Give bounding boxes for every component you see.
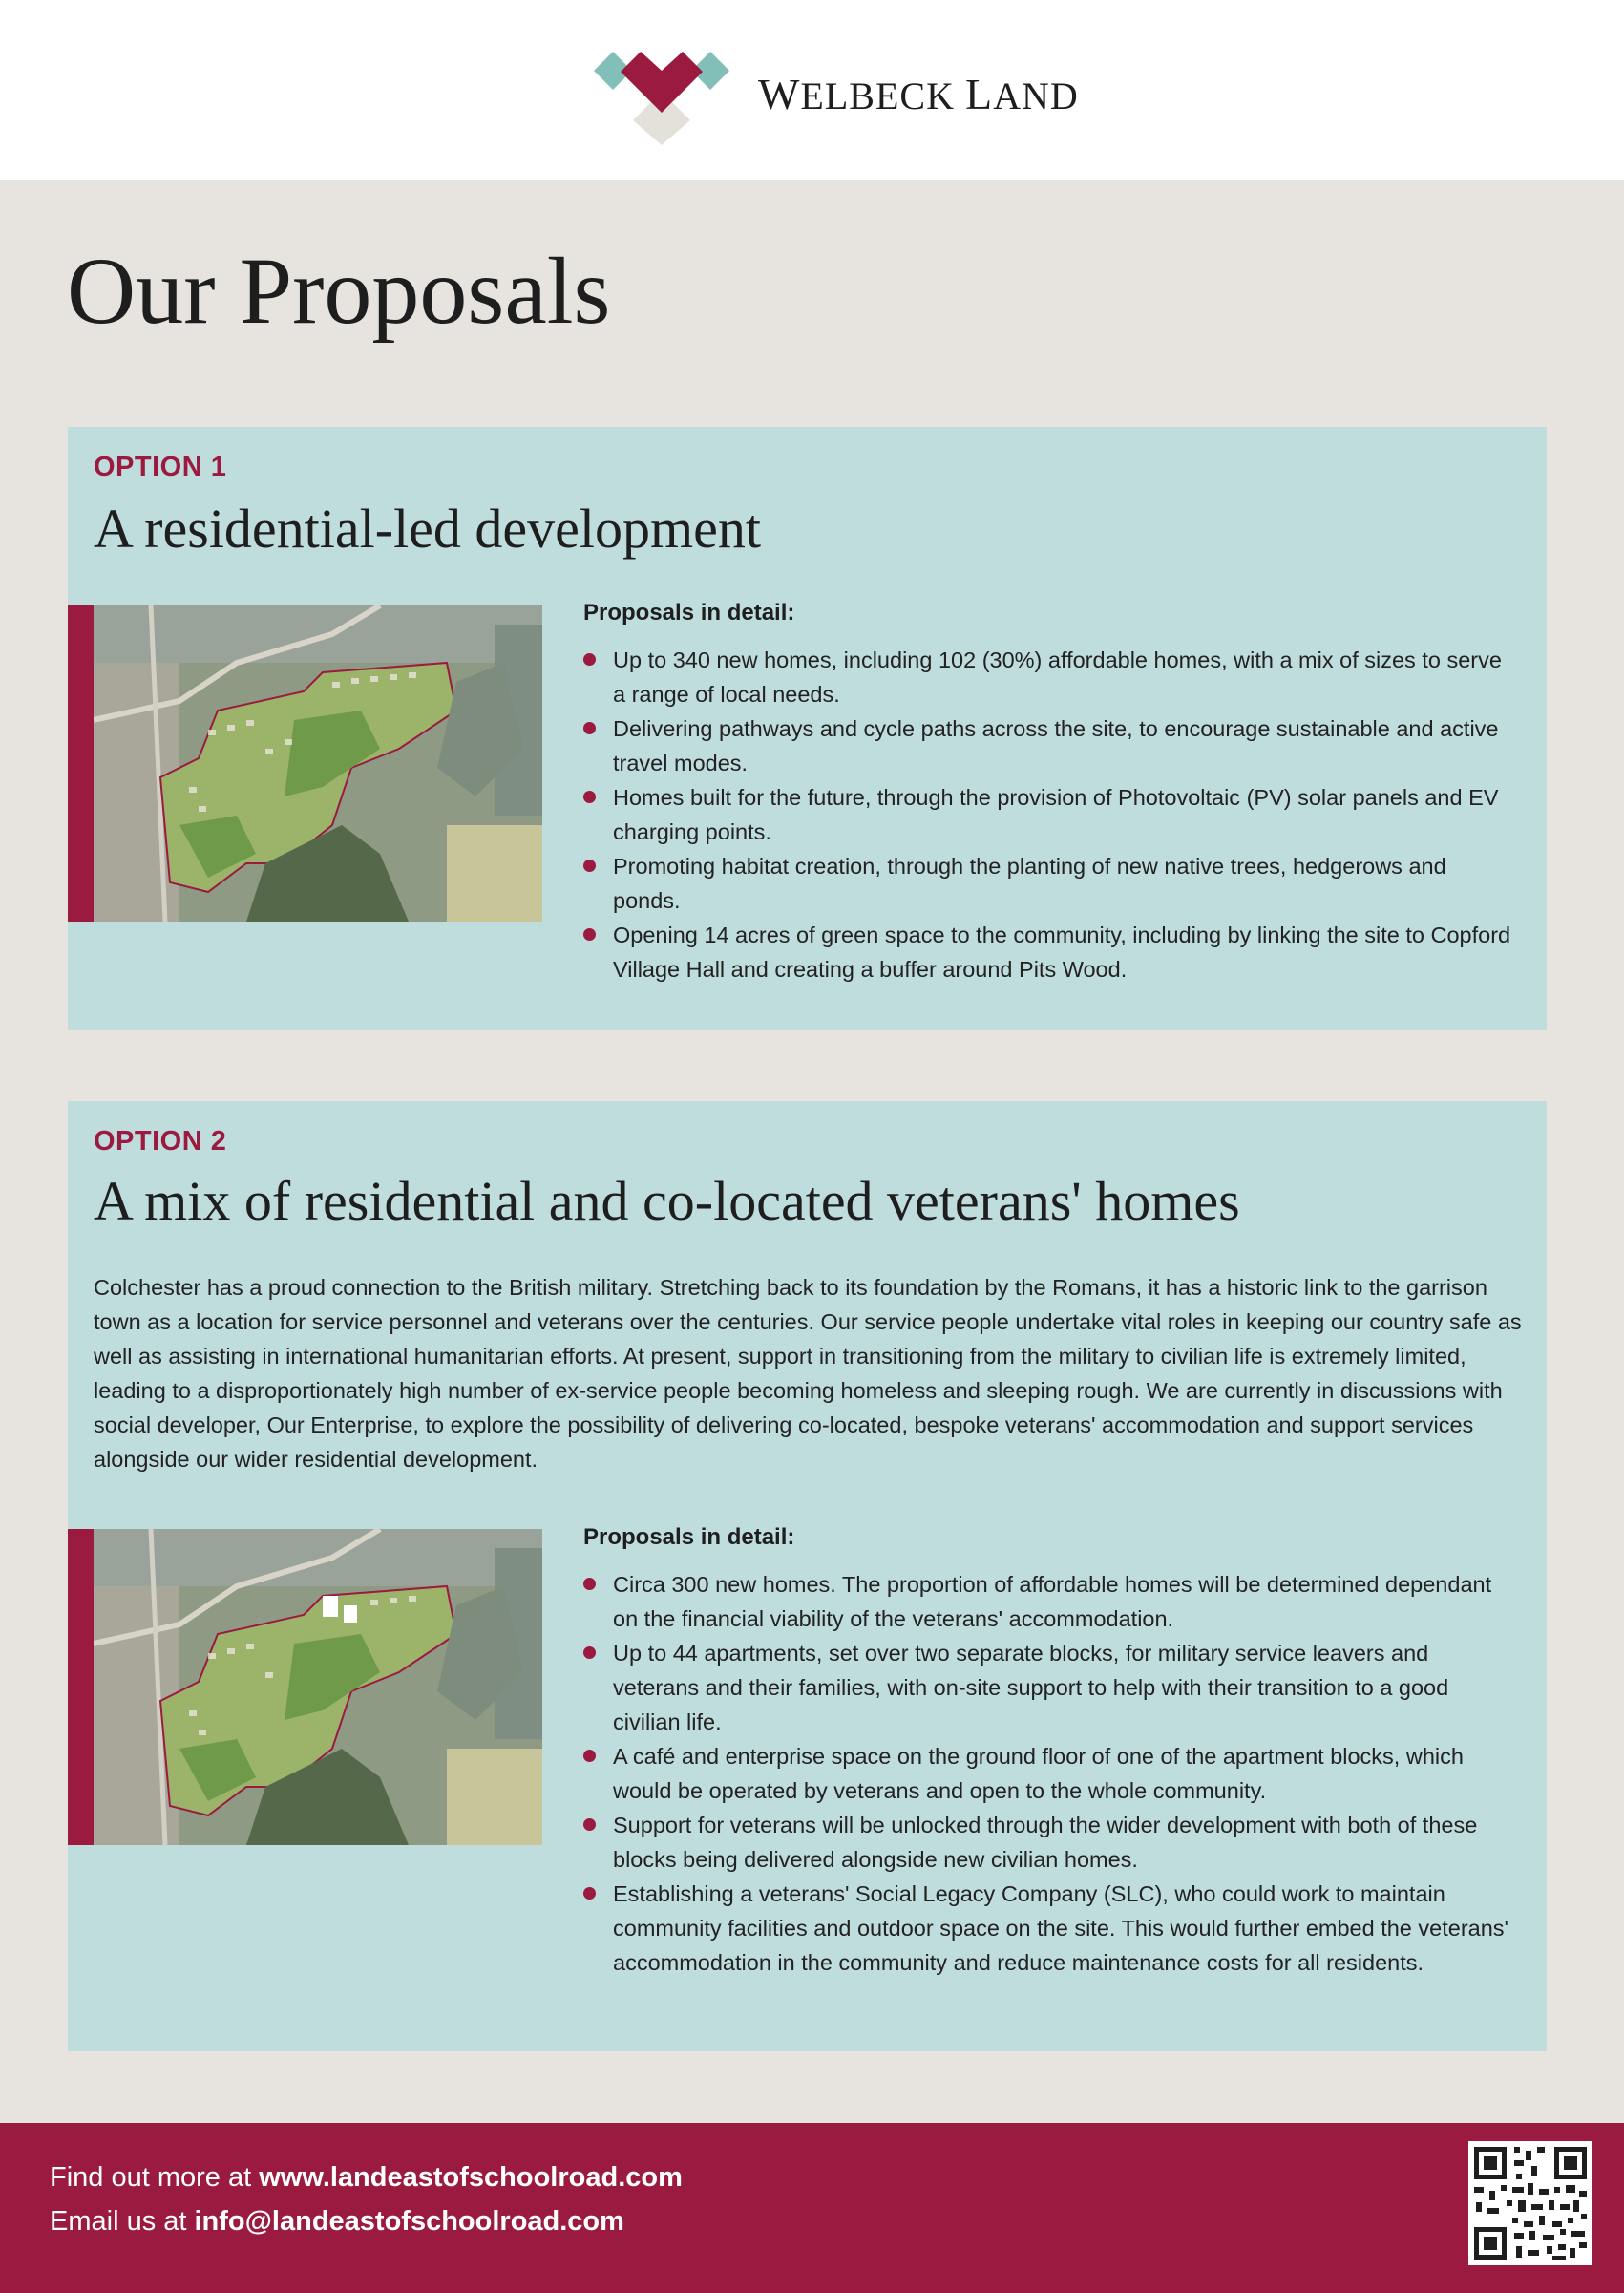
option1-card bbox=[68, 427, 1547, 1030]
brand-name: WELBECK LAND bbox=[758, 70, 1079, 118]
footer-email-prefix: Email us at bbox=[50, 2206, 195, 2237]
list-item: Delivering pathways and cycle paths across the site, to encourage sustainable and active travel modes. bbox=[583, 711, 1519, 780]
option2-details bbox=[583, 1521, 1519, 1980]
option2-bullet-list bbox=[583, 1567, 1519, 1980]
list-item: Up to 44 apartments, set over two separate blocks, for military service leavers and veterans and their families, with on-site support to help with their transition to a good civilian life. bbox=[583, 1636, 1519, 1739]
list-item: Up to 340 new homes, including 102 (30%) affordable homes, with a mix of sizes to serve a range of local needs. bbox=[583, 643, 1519, 711]
list-item: A café and enterprise space on the ground floor of one of the apartment blocks, which would be operated by veterans and open to the whole community. bbox=[583, 1739, 1519, 1808]
diamond-logo-icon bbox=[590, 46, 733, 145]
list-item: Opening 14 acres of green space to the community, including by linking the site to Copford Village Hall and creating a buffer around Pits Wood. bbox=[583, 918, 1519, 987]
qr-code-icon[interactable] bbox=[1468, 2141, 1592, 2265]
list-item: Support for veterans will be unlocked through the wider development with both of these blocks being delivered alongside new civilian homes. bbox=[583, 1808, 1519, 1877]
list-item: Homes built for the future, through the provision of Photovoltaic (PV) solar panels and EV charging points. bbox=[583, 780, 1519, 849]
option2-intro: Colchester has a proud connection to the British military. Stretching back to its foundation by the Romans, it has a historic link to the garrison town as a location for service personnel and veterans over the centuries. Our service people undertake vital roles in keeping our country safe as well as assisting in international humanitarian efforts. At present, support in transitioning from the military to civilian life is extremely limited, leading to a disproportionately high number of ex-service people becoming homeless and sleeping rough. We are currently in discussions with social developer, Our Enterprise, to explore the possibility of delivering co-located, bespoke veterans' accommodation and support services alongside our wider residential development. bbox=[94, 1275, 1522, 1472]
site-plan-map-icon bbox=[94, 1529, 542, 1845]
option1-details-heading: Proposals in detail: bbox=[583, 600, 795, 626]
footer-website-prefix: Find out more at bbox=[50, 2162, 260, 2193]
footer-email-line bbox=[50, 2206, 624, 2238]
option2-details-heading: Proposals in detail: bbox=[583, 1524, 795, 1550]
option2-title: A mix of residential and co-located veterans' homes bbox=[94, 1170, 1240, 1232]
option2-card bbox=[68, 1101, 1547, 2051]
option1-bullet-list bbox=[583, 643, 1519, 987]
email-link[interactable]: info@landeastofschoolroad.com bbox=[194, 2206, 624, 2237]
option1-label: OPTION 1 bbox=[94, 452, 227, 482]
image-accent-bar bbox=[68, 605, 94, 922]
site-plan-map-icon bbox=[94, 605, 542, 922]
option1-site-plan bbox=[68, 605, 542, 922]
option2-label: OPTION 2 bbox=[94, 1126, 227, 1157]
option1-details bbox=[583, 597, 1519, 987]
option2-site-plan bbox=[68, 1529, 542, 1845]
page-title: Our Proposals bbox=[67, 238, 611, 344]
footer-website-line bbox=[50, 2162, 683, 2194]
list-item: Establishing a veterans' Social Legacy Company (SLC), who could work to maintain community facilities and outdoor space on the site. This would further embed the veterans' accommodation in the community and reduce maintenance costs for all residents. bbox=[583, 1877, 1519, 1980]
image-accent-bar bbox=[68, 1529, 94, 1845]
list-item: Promoting habitat creation, through the planting of new native trees, hedgerows and ponds. bbox=[583, 849, 1519, 918]
option1-title: A residential-led development bbox=[94, 498, 762, 560]
welbeck-land-logo bbox=[590, 46, 1079, 145]
header bbox=[0, 0, 1624, 180]
list-item: Circa 300 new homes. The proportion of affordable homes will be determined dependant on the financial viability of the veterans' accommodation. bbox=[583, 1567, 1519, 1636]
website-link[interactable]: www.landeastofschoolroad.com bbox=[259, 2162, 683, 2193]
